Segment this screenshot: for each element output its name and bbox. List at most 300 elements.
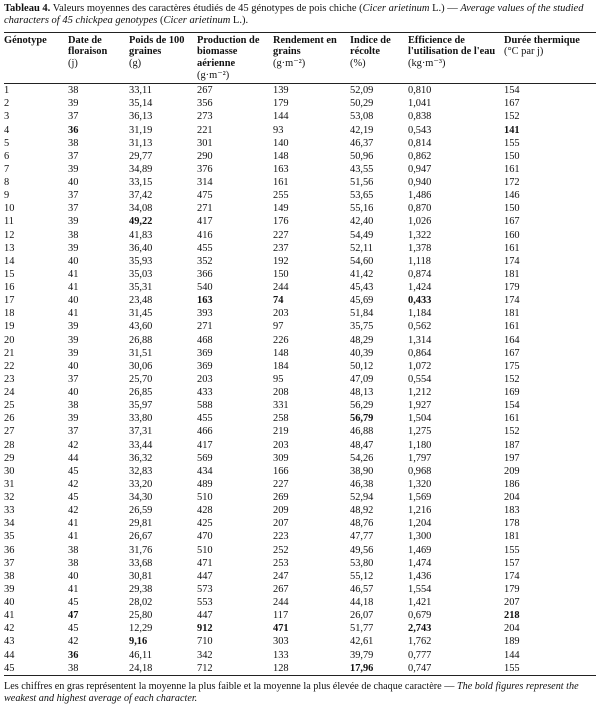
table-cell: 41 — [68, 282, 79, 294]
table-cell: 1,212 — [408, 387, 432, 399]
column-header-unit: (j) — [68, 58, 78, 69]
table-cell: 164 — [504, 334, 520, 346]
table-cell: 38,90 — [350, 465, 374, 477]
table-cell: 41 — [68, 268, 79, 280]
table-cell: 150 — [273, 268, 289, 280]
table-cell: 154 — [504, 85, 520, 97]
table-cell: 1,424 — [408, 282, 432, 294]
table-row — [4, 596, 596, 609]
table-cell: 36 — [68, 649, 79, 661]
table-body — [4, 84, 596, 676]
table-cell: 25 — [4, 400, 15, 412]
table-row — [4, 176, 596, 189]
table-cell: 4 — [4, 124, 10, 136]
table-cell: 1,216 — [408, 505, 432, 517]
table-cell: 342 — [197, 649, 213, 661]
column-header-label: Indice de récolte — [350, 34, 391, 58]
table-cell: 271 — [197, 321, 213, 333]
table-cell: 31,51 — [129, 347, 153, 359]
caption-english-text: Average values of the studied characters of 45 chickpea genotypes — [4, 3, 584, 27]
table-cell: 303 — [273, 636, 289, 648]
table-cell: 42 — [4, 623, 15, 635]
table-cell: 38 — [68, 400, 79, 412]
table-cell: 1,569 — [408, 492, 432, 504]
table-cell: 37 — [68, 203, 79, 215]
footnote-french: Les chiffres en gras représentent la moyenne la plus faible et la moyenne la plus élevée de chaque caractère — — [4, 680, 457, 692]
column-header-5 — [273, 32, 350, 83]
table-cell: 50,12 — [350, 360, 374, 372]
table-cell: 43 — [4, 636, 15, 648]
table-cell: 49,56 — [350, 544, 374, 556]
table-cell: 1,275 — [408, 426, 432, 438]
table-row — [4, 425, 596, 438]
table-cell: 141 — [504, 124, 520, 136]
table-cell: 269 — [273, 492, 289, 504]
table-cell: 41,83 — [129, 229, 153, 241]
table-cell: 14 — [4, 255, 15, 267]
table-cell: 117 — [273, 610, 289, 622]
table-cell: 53,65 — [350, 190, 374, 202]
table-row — [4, 504, 596, 517]
table-cell: 21 — [4, 347, 15, 359]
table-cell: 35,03 — [129, 268, 153, 280]
table-row — [4, 649, 596, 662]
table-row — [4, 557, 596, 570]
table-cell: 37 — [68, 111, 79, 123]
table-cell: 152 — [504, 426, 520, 438]
table-cell: 152 — [504, 373, 520, 385]
table-cell: 1,797 — [408, 452, 432, 464]
table-cell: 45,69 — [350, 295, 374, 307]
table-cell: 1,204 — [408, 518, 432, 530]
column-header-label: Poids de 100 graines — [129, 34, 185, 58]
column-header-7 — [408, 32, 504, 83]
table-cell: 393 — [197, 308, 213, 320]
table-cell: 0,874 — [408, 268, 432, 280]
table-cell: 203 — [273, 308, 289, 320]
column-header-label: Génotype — [4, 34, 47, 46]
table-cell: 434 — [197, 465, 213, 477]
column-header-unit: (°C par j) — [504, 46, 544, 58]
table-cell: 428 — [197, 505, 213, 517]
column-header-1 — [4, 32, 68, 83]
table-cell: 174 — [504, 295, 520, 307]
table-cell: 51,84 — [350, 308, 374, 320]
table-cell: 37 — [68, 373, 79, 385]
header-row — [4, 32, 596, 83]
table-cell: 204 — [504, 492, 520, 504]
table-cell: 8 — [4, 177, 10, 189]
table-cell: 455 — [197, 413, 213, 425]
table-cell: 2,743 — [408, 623, 432, 635]
table-cell: 161 — [504, 163, 520, 175]
table-cell: 221 — [197, 124, 213, 136]
table-cell: 36 — [4, 544, 15, 556]
table-cell: 48,13 — [350, 387, 374, 399]
table-cell: 46,11 — [129, 649, 152, 661]
table-cell: 207 — [504, 597, 520, 609]
table-cell: 0,870 — [408, 203, 432, 215]
table-cell: 912 — [197, 623, 213, 635]
table-cell: 33,80 — [129, 413, 153, 425]
table-cell: 39 — [68, 216, 79, 228]
table-row — [4, 124, 596, 137]
table-cell: 167 — [504, 216, 520, 228]
table-cell: 155 — [504, 544, 520, 556]
table-cell: 29 — [4, 452, 15, 464]
table-cell: 30,81 — [129, 570, 153, 582]
column-header-label: Production de biomasse aérienne — [197, 34, 260, 69]
table-cell: 47,09 — [350, 373, 374, 385]
table-cell: 247 — [273, 570, 289, 582]
table-row — [4, 399, 596, 412]
table-cell: 219 — [273, 426, 289, 438]
table-cell: 1,421 — [408, 597, 432, 609]
table-cell: 49,22 — [129, 216, 153, 228]
table-cell: 54,26 — [350, 452, 374, 464]
table-cell: 35,75 — [350, 321, 374, 333]
table-cell: 38 — [68, 544, 79, 556]
table-cell: 471 — [197, 557, 213, 569]
table-cell: 163 — [273, 163, 289, 175]
table-cell: 56,29 — [350, 400, 374, 412]
table-cell: 203 — [197, 373, 213, 385]
table-cell: 172 — [504, 177, 520, 189]
table-cell: 42 — [68, 505, 79, 517]
table-cell: 150 — [504, 150, 520, 162]
table-cell: 510 — [197, 492, 213, 504]
table-cell: 2 — [4, 98, 10, 110]
table-row — [4, 189, 596, 202]
table-cell: 38 — [68, 229, 79, 241]
column-header-8 — [504, 32, 596, 83]
table-cell: 46,88 — [350, 426, 374, 438]
table-cell: 314 — [197, 177, 213, 189]
table-cell: 39 — [68, 242, 79, 254]
table-cell: 50,96 — [350, 150, 374, 162]
table-row — [4, 491, 596, 504]
table-cell: 33,11 — [129, 85, 152, 97]
table-cell: 468 — [197, 334, 213, 346]
table-cell: 37,42 — [129, 190, 153, 202]
table-cell: 45 — [68, 465, 79, 477]
table-cell: 181 — [504, 308, 520, 320]
table-cell: 1,041 — [408, 98, 432, 110]
table-cell: 41 — [4, 610, 15, 622]
table-cell: 0,940 — [408, 177, 432, 189]
table-cell: 352 — [197, 255, 213, 267]
table-cell: 169 — [504, 387, 520, 399]
table-cell: 31,19 — [129, 124, 153, 136]
table-cell: 48,92 — [350, 505, 374, 517]
table-caption — [4, 3, 596, 28]
table-cell: 41 — [68, 518, 79, 530]
table-cell: 46,57 — [350, 583, 374, 595]
table-cell: 1,469 — [408, 544, 432, 556]
table-cell: 39 — [4, 583, 15, 595]
table-row — [4, 570, 596, 583]
table-row — [4, 307, 596, 320]
table-cell: 74 — [273, 295, 284, 307]
table-cell: 489 — [197, 478, 213, 490]
table-header — [4, 32, 596, 83]
table-cell: 36 — [68, 124, 79, 136]
table-cell: 48,29 — [350, 334, 374, 346]
table-cell: 51,77 — [350, 623, 374, 635]
table-cell: 36,32 — [129, 452, 153, 464]
table-cell: 181 — [504, 268, 520, 280]
table-cell: 0,679 — [408, 610, 432, 622]
table-cell: 9 — [4, 190, 10, 202]
table-cell: 51,56 — [350, 177, 374, 189]
table-cell: 455 — [197, 242, 213, 254]
table-cell: 40 — [68, 177, 79, 189]
table-cell: 148 — [273, 347, 289, 359]
table-row — [4, 530, 596, 543]
table-cell: 187 — [504, 439, 520, 451]
caption-english-species: Cicer arietinum — [163, 15, 231, 27]
table-cell: 226 — [273, 334, 289, 346]
table-cell: 1,072 — [408, 360, 432, 372]
table-cell: 26 — [4, 413, 15, 425]
table-cell: 1,378 — [408, 242, 432, 254]
table-cell: 46,38 — [350, 478, 374, 490]
table-row — [4, 137, 596, 150]
table-cell: 26,67 — [129, 531, 153, 543]
table-cell: 20 — [4, 334, 15, 346]
table-cell: 54,60 — [350, 255, 374, 267]
table-cell: 17,96 — [350, 662, 374, 674]
table-row — [4, 373, 596, 386]
table-cell: 1,300 — [408, 531, 432, 543]
caption-english-paren: ( — [157, 15, 164, 27]
table-cell: 40 — [68, 255, 79, 267]
table-cell: 28,02 — [129, 597, 153, 609]
table-cell: 53,80 — [350, 557, 374, 569]
table-cell: 569 — [197, 452, 213, 464]
table-cell: 471 — [273, 623, 289, 635]
table-cell: 0,433 — [408, 295, 432, 307]
table-cell: 27 — [4, 426, 15, 438]
table-cell: 37 — [68, 426, 79, 438]
table-cell: 54,49 — [350, 229, 374, 241]
table-cell: 26,85 — [129, 387, 153, 399]
table-cell: 31,76 — [129, 544, 153, 556]
table-row — [4, 97, 596, 110]
table-cell: 33 — [4, 505, 15, 517]
table-row — [4, 439, 596, 452]
table-cell: 16 — [4, 282, 15, 294]
table-cell: 181 — [504, 531, 520, 543]
table-cell: 1,436 — [408, 570, 432, 582]
table-cell: 179 — [273, 98, 289, 110]
table-cell: 1,180 — [408, 439, 432, 451]
table-cell: 178 — [504, 518, 520, 530]
table-cell: 146 — [504, 190, 520, 202]
table-cell: 176 — [273, 216, 289, 228]
table-cell: 0,777 — [408, 649, 432, 661]
table-cell: 53,08 — [350, 111, 374, 123]
table-cell: 33,44 — [129, 439, 153, 451]
table-cell: 416 — [197, 229, 213, 241]
table-cell: 45 — [68, 597, 79, 609]
table-cell: 40 — [68, 295, 79, 307]
table-cell: 149 — [273, 203, 289, 215]
table-cell: 223 — [273, 531, 289, 543]
table-cell: 11 — [4, 216, 15, 228]
table-cell: 167 — [504, 347, 520, 359]
column-header-label: Durée thermique — [504, 34, 580, 46]
table-cell: 447 — [197, 610, 213, 622]
table-row — [4, 320, 596, 333]
table-footnote — [4, 681, 596, 705]
table-cell: 26,07 — [350, 610, 374, 622]
table-cell: 37,31 — [129, 426, 153, 438]
table-cell: 573 — [197, 583, 213, 595]
table-cell: 25,70 — [129, 373, 153, 385]
table-cell: 186 — [504, 478, 520, 490]
table-cell: 25,80 — [129, 610, 153, 622]
table-cell: 356 — [197, 98, 213, 110]
table-cell: 252 — [273, 544, 289, 556]
table-cell: 45 — [4, 662, 15, 674]
table-cell: 1,314 — [408, 334, 432, 346]
table-cell: 33,68 — [129, 557, 153, 569]
table-cell: 36,13 — [129, 111, 153, 123]
table-cell: 39 — [68, 98, 79, 110]
table-cell: 712 — [197, 662, 213, 674]
table-cell: 209 — [504, 465, 520, 477]
table-cell: 32 — [4, 492, 15, 504]
table-cell: 37 — [4, 557, 15, 569]
table-cell: 0,838 — [408, 111, 432, 123]
table-row — [4, 294, 596, 307]
table-row — [4, 609, 596, 622]
table-cell: 44 — [4, 649, 15, 661]
table-cell: 161 — [504, 413, 520, 425]
table-cell: 183 — [504, 505, 520, 517]
table-cell: 40 — [68, 570, 79, 582]
table-cell: 155 — [504, 662, 520, 674]
table-cell: 161 — [504, 321, 520, 333]
table-row — [4, 478, 596, 491]
table-cell: 9,16 — [129, 636, 148, 648]
table-cell: 133 — [273, 649, 289, 661]
table-cell: 33,15 — [129, 177, 153, 189]
table-cell: 19 — [4, 321, 15, 333]
table-cell: 0,864 — [408, 347, 432, 359]
table-cell: 144 — [504, 649, 520, 661]
table-cell: 47,77 — [350, 531, 374, 543]
table-cell: 23 — [4, 373, 15, 385]
table-cell: 174 — [504, 570, 520, 582]
table-row — [4, 517, 596, 530]
table-cell: 15 — [4, 268, 15, 280]
table-cell: 52,11 — [350, 242, 373, 254]
table-cell: 174 — [504, 255, 520, 267]
table-cell: 40 — [68, 360, 79, 372]
table-cell: 369 — [197, 347, 213, 359]
table-cell: 48,47 — [350, 439, 374, 451]
table-cell: 52,94 — [350, 492, 374, 504]
table-cell: 227 — [273, 478, 289, 490]
column-header-unit: (g·m⁻²) — [273, 58, 306, 69]
table-cell: 331 — [273, 400, 289, 412]
table-cell: 6 — [4, 150, 10, 162]
table-cell: 31,45 — [129, 308, 153, 320]
table-cell: 34 — [4, 518, 15, 530]
table-cell: 255 — [273, 190, 289, 202]
table-row — [4, 268, 596, 281]
table-cell: 1,927 — [408, 400, 432, 412]
caption-label: Tableau 4. — [4, 3, 51, 14]
table-cell: 0,562 — [408, 321, 432, 333]
table-cell: 209 — [273, 505, 289, 517]
table-cell: 42 — [68, 439, 79, 451]
table-cell: 244 — [273, 282, 289, 294]
table-cell: 7 — [4, 163, 10, 175]
table-cell: 39 — [68, 334, 79, 346]
column-header-unit: (%) — [350, 58, 366, 69]
table-row — [4, 635, 596, 648]
table-cell: 46,37 — [350, 137, 374, 149]
table-cell: 95 — [273, 373, 284, 385]
table-cell: 155 — [504, 137, 520, 149]
table-cell: 271 — [197, 203, 213, 215]
table-cell: 44,18 — [350, 597, 374, 609]
table-row — [4, 202, 596, 215]
table-cell: 1,118 — [408, 255, 431, 267]
table-cell: 184 — [273, 360, 289, 372]
column-header-2 — [68, 32, 129, 83]
table-cell: 34,89 — [129, 163, 153, 175]
table-cell: 26,88 — [129, 334, 153, 346]
table-cell: 10 — [4, 203, 15, 215]
table-cell: 42,61 — [350, 636, 374, 648]
table-cell: 0,747 — [408, 662, 432, 674]
column-header-6 — [350, 32, 408, 83]
table-row — [4, 622, 596, 635]
table-cell: 55,16 — [350, 203, 374, 215]
table-cell: 218 — [504, 610, 520, 622]
table-cell: 24,18 — [129, 662, 153, 674]
table-row — [4, 281, 596, 294]
table-cell: 13 — [4, 242, 15, 254]
column-header-label: Rendement en grains — [273, 34, 337, 58]
table-cell: 369 — [197, 360, 213, 372]
table-cell: 466 — [197, 426, 213, 438]
footnote-english: The bold figures represent the weakest and highest average of each character. — [4, 680, 579, 705]
table-row — [4, 412, 596, 425]
table-cell: 33,20 — [129, 478, 153, 490]
table-cell: 366 — [197, 268, 213, 280]
table-cell: 553 — [197, 597, 213, 609]
table-cell: 244 — [273, 597, 289, 609]
caption-french-text: Valeurs moyennes des caractères étudiés de 45 génotypes de pois chiche ( — [50, 3, 363, 14]
table-cell: 41,42 — [350, 268, 374, 280]
table-cell: 0,814 — [408, 137, 432, 149]
table-cell: 34,30 — [129, 492, 153, 504]
genotype-table — [4, 32, 596, 676]
table-cell: 40 — [4, 597, 15, 609]
table-cell: 154 — [504, 400, 520, 412]
table-cell: 0,554 — [408, 373, 432, 385]
table-cell: 140 — [273, 137, 289, 149]
table-row — [4, 110, 596, 123]
table-cell: 253 — [273, 557, 289, 569]
table-cell: 50,29 — [350, 98, 374, 110]
table-cell: 29,81 — [129, 518, 153, 530]
